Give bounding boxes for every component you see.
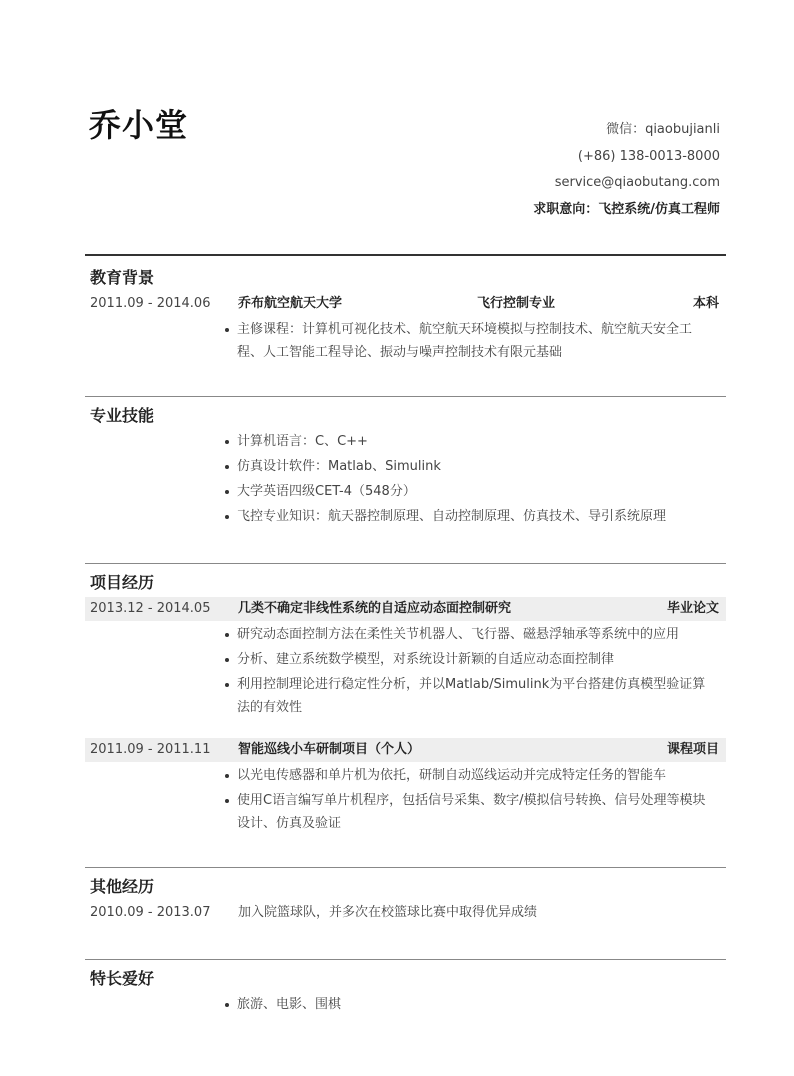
education-heading: 教育背景: [90, 268, 155, 287]
projects-heading: 项目经历: [90, 573, 155, 592]
project-name: 几类不确定非线性系统的自适应动态面控制研究: [238, 601, 512, 616]
project-row: [85, 597, 726, 621]
skills-divider: [85, 396, 726, 397]
skills-heading: 专业技能: [90, 406, 155, 425]
education-school: 乔布航空航天大学: [238, 296, 343, 311]
contact-info: [533, 121, 720, 227]
hobbies-bullets: [225, 993, 717, 1018]
list-item: 计算机语言：C、C++: [225, 430, 717, 453]
hobbies-heading: 特长爱好: [90, 969, 155, 988]
project-bullets: [225, 764, 717, 837]
list-item: 主修课程：计算机可视化技术、航空航天环境模拟与控制技术、航空航天安全工程、人工智能工程导论、振动与噪声控制技术有限元基础: [225, 318, 717, 364]
project-name: 智能巡线小车研制项目（个人）: [238, 742, 421, 757]
other-text: 加入院篮球队，并多次在校篮球比赛中取得优异成绩: [238, 905, 538, 920]
email-text: service@qiaobutang.com: [554, 175, 720, 190]
phone-text: (+86) 138-0013-8000: [577, 148, 720, 164]
project-row: [85, 738, 726, 762]
education-bullets: [225, 318, 717, 366]
projects-divider: [85, 563, 726, 564]
project-tag: 毕业论文: [666, 601, 719, 616]
list-item: 以光电传感器和单片机为依托，研制自动巡线运动并完成特定任务的智能车: [225, 764, 717, 787]
list-item: 仿真设计软件：Matlab、Simulink: [225, 455, 717, 478]
other-row: [85, 901, 726, 925]
other-date: 2010.09 - 2013.07: [90, 905, 211, 920]
other-heading: 其他经历: [90, 877, 155, 896]
education-date: 2011.09 - 2014.06: [90, 296, 211, 311]
candidate-name: 乔小堂: [89, 106, 189, 144]
list-item: 旅游、电影、围棋: [225, 993, 717, 1016]
list-item: 研究动态面控制方法在柔性关节机器人、飞行器、磁悬浮轴承等系统中的应用: [225, 623, 717, 646]
hobbies-divider: [85, 959, 726, 960]
education-row: [85, 292, 726, 316]
education-degree: 本科: [692, 296, 719, 311]
wechat-text: 微信：qiaobujianli: [606, 122, 720, 137]
job-intent-text: 求职意向：飞控系统/仿真工程师: [533, 201, 720, 217]
other-divider: [85, 867, 726, 868]
project-bullets: [225, 623, 717, 721]
education-major: 飞行控制专业: [477, 296, 556, 311]
list-item: 飞控专业知识：航天器控制原理、自动控制原理、仿真技术、导引系统原理: [225, 505, 717, 528]
education-divider: [85, 254, 726, 256]
list-item: 大学英语四级CET-4（548分）: [225, 480, 717, 503]
project-date: 2011.09 - 2011.11: [90, 742, 211, 757]
skills-bullets: [225, 430, 717, 530]
project-date: 2013.12 - 2014.05: [90, 601, 211, 616]
list-item: 使用C语言编写单片机程序，包括信号采集、数字/模拟信号转换、信号处理等模块设计、仿真及验证: [225, 789, 717, 835]
list-item: 分析、建立系统数学模型，对系统设计新颖的自适应动态面控制律: [225, 648, 717, 671]
project-tag: 课程项目: [666, 742, 719, 757]
list-item: 利用控制理论进行稳定性分析，并以Matlab/Simulink为平台搭建仿真模型验证算法的有效性: [225, 673, 717, 719]
